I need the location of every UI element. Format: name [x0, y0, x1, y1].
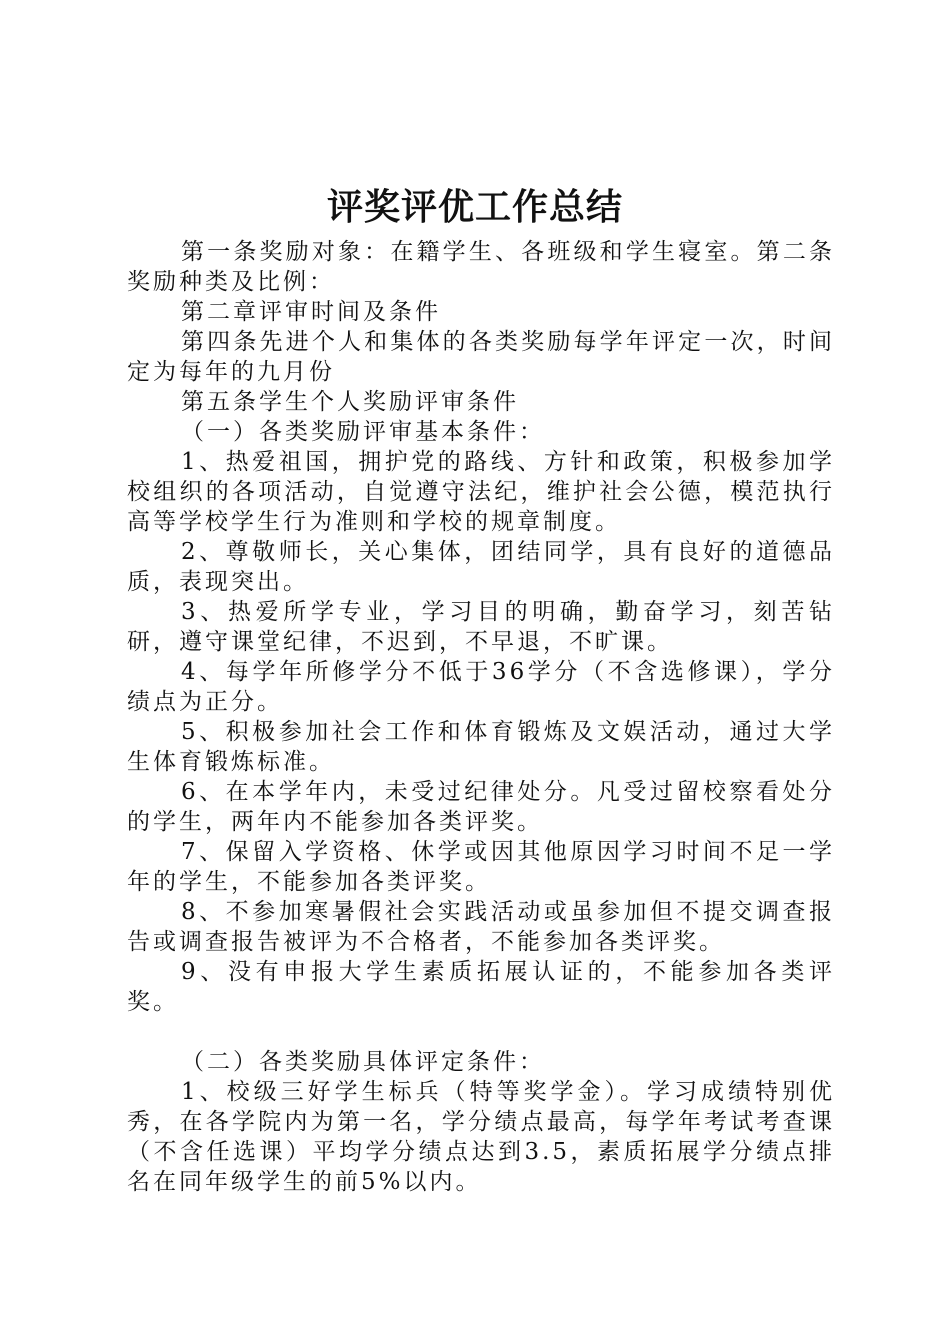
paragraph-condition-1: 1、热爱祖国，拥护党的路线、方针和政策，积极参加学校组织的各项活动，自觉遵守法纪，维护社会公德，模范执行高等学校学生行为准则和学校的规章制度。 — [127, 449, 835, 535]
paragraph-article-four: 第四条先进个人和集体的各类奖励每学年评定一次，时间定为每年的九月份 — [127, 329, 835, 385]
paragraph-condition-9: 9、没有申报大学生素质拓展认证的，不能参加各类评奖。 — [127, 959, 835, 1015]
paragraph-article-five: 第五条学生个人奖励评审条件 — [181, 389, 519, 415]
paragraph-specific-conditions-heading: （二）各类奖励具体评定条件： — [181, 1049, 545, 1075]
document-title: 评奖评优工作总结 — [326, 186, 623, 228]
paragraph-award-targets: 第一条奖励对象：在籍学生、各班级和学生寝室。第二条奖励种类及比例： — [127, 239, 835, 295]
paragraph-chapter-two-heading: 第二章评审时间及条件 — [181, 299, 441, 325]
paragraph-condition-2: 2、尊敬师长，关心集体，团结同学，具有良好的道德品质，表现突出。 — [127, 539, 835, 595]
document-body — [127, 237, 835, 1197]
paragraph-basic-conditions-heading: （一）各类奖励评审基本条件： — [181, 419, 545, 445]
paragraph-condition-6: 6、在本学年内，未受过纪律处分。凡受过留校察看处分的学生，两年内不能参加各类评奖。 — [127, 779, 835, 835]
paragraph-specific-condition-1: 1、校级三好学生标兵（特等奖学金）。学习成绩特别优秀，在各学院内为第一名，学分绩点最高，每学年考试考查课（不含任选课）平均学分绩点达到3.5，素质拓展学分绩点排名在同年级学生的前5%以内。 — [127, 1079, 835, 1195]
paragraph-condition-5: 5、积极参加社会工作和体育锻炼及文娱活动，通过大学生体育锻炼标准。 — [127, 719, 835, 775]
paragraph-condition-3: 3、热爱所学专业，学习目的明确，勤奋学习，刻苦钻研，遵守课堂纪律，不迟到，不早退，不旷课。 — [127, 599, 835, 655]
paragraph-condition-4: 4、每学年所修学分不低于36学分（不含选修课），学分绩点为正分。 — [127, 659, 835, 715]
paragraph-condition-7: 7、保留入学资格、休学或因其他原因学习时间不足一学年的学生，不能参加各类评奖。 — [127, 839, 835, 895]
paragraph-condition-8: 8、不参加寒暑假社会实践活动或虽参加但不提交调查报告或调查报告被评为不合格者，不能参加各类评奖。 — [127, 899, 835, 955]
